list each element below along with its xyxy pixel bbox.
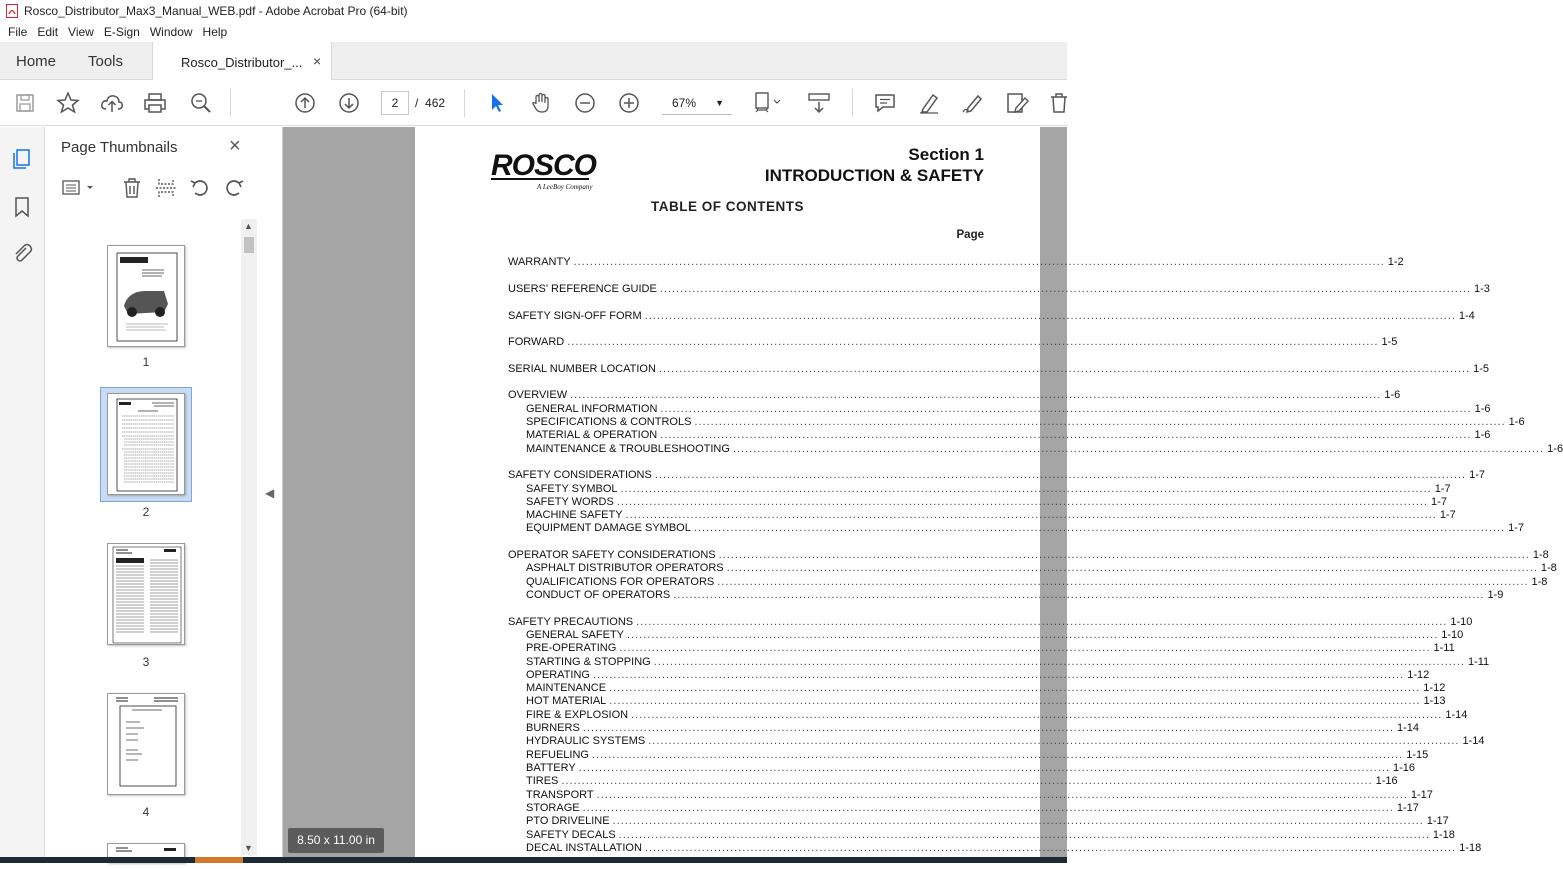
toc-entry[interactable] xyxy=(508,469,1485,483)
tab-home[interactable]: Home xyxy=(16,53,57,70)
toc-entry-label: HYDRAULIC SYSTEMS xyxy=(526,735,646,747)
page-size-badge: 8.50 x 11.00 in xyxy=(288,828,384,853)
toc-entry-page: 1-7 xyxy=(1508,522,1524,534)
zoom-level-value: 67% xyxy=(672,96,697,110)
thumbnail-toolbar xyxy=(45,175,283,205)
toc-entry[interactable] xyxy=(508,363,1490,377)
page-up-icon[interactable] xyxy=(292,90,318,116)
toc-entry-page: 1-17 xyxy=(1410,789,1433,801)
toc-entry-page: 1-12 xyxy=(1423,682,1446,694)
taskbar xyxy=(0,857,1067,863)
toc-entry-page: 1-7 xyxy=(1469,469,1485,481)
tab-bar xyxy=(0,42,1067,80)
toc-entry-page: 1-18 xyxy=(1432,829,1455,841)
tab-document[interactable] xyxy=(152,42,332,81)
toc-entry[interactable] xyxy=(526,722,1420,736)
toc-entry[interactable] xyxy=(508,336,1398,350)
acrobat-pdf-icon xyxy=(6,4,18,18)
toc-leader-dots: ........................................................................................................................................................................................................ xyxy=(578,762,1390,774)
toc-entry-label: TRANSPORT xyxy=(526,789,594,801)
toc-entry-label: FIRE & EXPLOSION xyxy=(526,709,629,721)
toc-entry[interactable] xyxy=(526,775,1398,789)
menu-bar xyxy=(0,22,1067,42)
toc-entry[interactable] xyxy=(526,815,1449,829)
toc-entry[interactable] xyxy=(526,429,1491,443)
total-pages: 462 xyxy=(425,96,446,110)
toc-leader-dots: ........................................................................................................................................................................................................ xyxy=(609,682,1421,694)
main-toolbar xyxy=(0,80,1067,126)
toc-entry-page: 1-10 xyxy=(1441,629,1464,641)
thumbnail-options-icon[interactable] xyxy=(61,175,99,201)
toc-leader-dots: ........................................................................................................................................................................................................ xyxy=(653,656,1465,668)
title-bar xyxy=(0,0,1067,22)
toc-entry-page: 1-6 xyxy=(1547,443,1563,455)
toc-entry-page: 1-15 xyxy=(1406,749,1429,761)
toc-leader-dots: ........................................................................................................................................................................................................ xyxy=(732,443,1545,455)
toc-leader-dots: ........................................................................................................................................................................................................ xyxy=(654,469,1467,481)
toc-entry-label: TIRES xyxy=(526,775,559,787)
left-navigation-rail xyxy=(0,127,45,863)
toc-entry[interactable] xyxy=(526,509,1456,523)
print-icon[interactable] xyxy=(142,90,168,116)
thumbnail-scrollbar[interactable] xyxy=(241,219,257,855)
toc-entry[interactable] xyxy=(526,829,1455,843)
toc-leader-dots: ........................................................................................................................................................................................................ xyxy=(693,522,1506,534)
page-thumbnails-panel xyxy=(45,127,283,863)
toc-entry[interactable] xyxy=(526,589,1504,603)
toc-entry[interactable] xyxy=(526,762,1415,776)
toc-entry[interactable] xyxy=(508,310,1475,324)
toc-leader-dots: ........................................................................................................................................................................................................ xyxy=(612,815,1424,827)
toc-entry-page: 1-14 xyxy=(1445,709,1468,721)
toc-entry-page: 1-7 xyxy=(1431,496,1447,508)
toc-entry[interactable] xyxy=(526,522,1524,536)
toolbar-separator xyxy=(230,89,231,117)
toc-entry-label: OPERATOR SAFETY CONSIDERATIONS xyxy=(508,549,716,561)
star-icon[interactable] xyxy=(55,90,81,116)
zoom-level-dropdown[interactable] xyxy=(662,91,732,115)
toc-entry-page: 1-16 xyxy=(1375,775,1398,787)
toc-entry[interactable] xyxy=(526,789,1433,803)
svg-text:ROSCO: ROSCO xyxy=(491,149,597,182)
toc-entry-label: BURNERS xyxy=(526,722,580,734)
toc-entry[interactable] xyxy=(508,616,1473,630)
toc-entry-label: OPERATING xyxy=(526,669,590,681)
menu-edit[interactable]: Edit xyxy=(37,25,59,39)
toc-entry-label: OVERVIEW xyxy=(508,389,568,401)
toc-entry-page: 1-6 xyxy=(1384,389,1401,401)
toc-entry-label: SAFETY WORDS xyxy=(526,496,614,508)
toc-leader-dots: ........................................................................................................................................................................................................ xyxy=(561,775,1373,787)
toc-entry-page: 1-16 xyxy=(1392,762,1415,774)
toc-entry-page: 1-5 xyxy=(1473,363,1490,375)
delete-page-icon[interactable] xyxy=(119,175,145,201)
toc-leader-dots: ........................................................................................................................................................................................................ xyxy=(620,483,1432,495)
toc-entry-page: 1-11 xyxy=(1467,656,1490,668)
toc-entry[interactable] xyxy=(526,656,1490,670)
toc-entry-label: CONDUCT OF OPERATORS xyxy=(526,589,671,601)
toc-entry-page: 1-4 xyxy=(1458,310,1475,322)
zoom-in-icon[interactable] xyxy=(616,90,642,116)
window-title: Rosco_Distributor_Max3_Manual_WEB.pdf - Adobe Acrobat Pro (64-bit) xyxy=(24,4,408,18)
toc-entry-label: SAFETY DECALS xyxy=(526,829,616,841)
toc-entry-label: SPECIFICATIONS & CONTROLS xyxy=(526,416,692,428)
toc-entry-label: STARTING & STOPPING xyxy=(526,656,651,668)
toc-leader-dots: ........................................................................................................................................................................................................ xyxy=(644,310,1456,322)
toc-entry-page: 1-14 xyxy=(1462,735,1485,747)
toc-entry-page: 1-7 xyxy=(1434,483,1451,495)
toc-leader-dots: ........................................................................................................................................................................................................ xyxy=(625,509,1437,521)
toc-entry-label: HOT MATERIAL xyxy=(526,695,607,707)
tab-tools[interactable]: Tools xyxy=(88,53,124,70)
toolbar-separator xyxy=(852,89,853,117)
toc-entry-page: 1-2 xyxy=(1387,256,1404,268)
toc-entry[interactable] xyxy=(526,842,1482,856)
toc-entry-label: MAINTENANCE xyxy=(526,682,607,694)
zoom-out-icon[interactable] xyxy=(572,90,598,116)
toc-leader-dots: ........................................................................................................................................................................................................ xyxy=(609,695,1421,707)
toc-entry-label: REFUELING xyxy=(526,749,589,761)
toc-leader-dots: ........................................................................................................................................................................................................ xyxy=(726,562,1538,574)
toc-entry[interactable] xyxy=(526,682,1446,696)
tab-document-label: Rosco_Distributor_... xyxy=(181,55,303,70)
toc-entry[interactable] xyxy=(526,749,1429,763)
toc-entry-page: 1-8 xyxy=(1532,549,1549,561)
menu-help[interactable]: Help xyxy=(202,25,228,39)
toc-entry-label: USERS' REFERENCE GUIDE xyxy=(508,283,657,295)
upload-icon[interactable] xyxy=(99,90,125,116)
toc-entry-label: MATERIAL & OPERATION xyxy=(526,429,658,441)
toc-entry[interactable] xyxy=(526,669,1430,683)
taskbar-active-app[interactable] xyxy=(195,857,243,863)
page-count xyxy=(415,96,445,110)
close-icon[interactable]: × xyxy=(229,135,241,157)
toc-leader-dots: ........................................................................................................................................................................................................ xyxy=(582,802,1394,814)
toc-entry-label: DECAL INSTALLATION xyxy=(526,842,642,854)
toc-leader-dots: ........................................................................................................................................................................................................ xyxy=(582,722,1395,734)
document-viewer[interactable] xyxy=(283,127,1563,863)
chevron-down-icon: ▼ xyxy=(715,98,724,108)
toc-entry[interactable] xyxy=(526,496,1447,510)
thumbnail-page-2[interactable] xyxy=(107,393,185,495)
toc-entry-label: SAFETY CONSIDERATIONS xyxy=(508,469,652,481)
section-number: Section 1 xyxy=(908,145,984,164)
toc-entry[interactable] xyxy=(526,483,1451,497)
toc-leader-dots: ........................................................................................................................................................................................................ xyxy=(694,416,1506,428)
toc-leader-dots: ........................................................................................................................................................................................................ xyxy=(659,283,1472,295)
toc-leader-dots: ........................................................................................................................................................................................................ xyxy=(648,735,1460,747)
page-thumbnails-icon[interactable] xyxy=(10,147,34,171)
toc-leader-dots: ........................................................................................................................................................................................................ xyxy=(631,709,1443,721)
toc-entry-page: 1-3 xyxy=(1474,283,1490,295)
toc-entry-page: 1-17 xyxy=(1396,802,1419,814)
toc-leader-dots: ........................................................................................................................................................................................................ xyxy=(573,256,1385,268)
toc-entry-label: MACHINE SAFETY xyxy=(526,509,623,521)
toc-entry[interactable] xyxy=(508,283,1490,297)
toc-entry[interactable] xyxy=(526,802,1419,816)
toc-entry[interactable] xyxy=(508,256,1404,270)
toc-entry-label: MAINTENANCE & TROUBLESHOOTING xyxy=(526,443,730,455)
toc-entry[interactable] xyxy=(508,389,1401,403)
toc-entry[interactable] xyxy=(526,403,1491,417)
rosco-logo xyxy=(489,145,597,191)
toc-entry-label: SAFETY SIGN-OFF FORM xyxy=(508,310,642,322)
attachment-icon[interactable] xyxy=(10,241,34,265)
menu-esign[interactable]: E-Sign xyxy=(103,25,140,39)
toc-entry-page: 1-10 xyxy=(1450,616,1473,628)
toc-leader-dots: ........................................................................................................................................................................................................ xyxy=(658,363,1471,375)
toc-leader-dots: ........................................................................................................................................................................................................ xyxy=(567,336,1379,348)
panel-title: Page Thumbnails xyxy=(61,139,178,156)
toc-entry-label: PTO DRIVELINE xyxy=(526,815,610,827)
toc-leader-dots: ........................................................................................................................................................................................................ xyxy=(592,669,1405,681)
toc-leader-dots: ........................................................................................................................................................................................................ xyxy=(660,403,1472,415)
toc-leader-dots: ........................................................................................................................................................................................................ xyxy=(644,842,1457,854)
toc-entry[interactable] xyxy=(526,576,1548,590)
toc-entry[interactable] xyxy=(526,562,1557,576)
toc-entry-page: 1-5 xyxy=(1381,336,1398,348)
toc-entry-label: STORAGE xyxy=(526,802,580,814)
delete-icon[interactable] xyxy=(1046,90,1072,116)
current-page-input[interactable]: 2 xyxy=(381,91,409,115)
toc-entry[interactable] xyxy=(526,416,1525,430)
page-separator: / xyxy=(415,96,419,110)
menu-view[interactable]: View xyxy=(68,25,94,39)
thumbnail-label: 3 xyxy=(142,655,150,669)
page-column-header: Page xyxy=(956,229,984,241)
toc-entry-page: 1-6 xyxy=(1474,429,1491,441)
toc-entry-page: 1-6 xyxy=(1474,403,1491,415)
toc-leader-dots: ........................................................................................................................................................................................................ xyxy=(591,749,1404,761)
toc-entry-page: 1-13 xyxy=(1423,695,1446,707)
zoom-search-icon[interactable] xyxy=(188,90,214,116)
toc-entry-page: 1-18 xyxy=(1459,842,1482,854)
thumbnail-label: 2 xyxy=(142,505,150,519)
toc-entry-label: ASPHALT DISTRIBUTOR OPERATORS xyxy=(526,562,724,574)
thumbnail-page-4[interactable] xyxy=(107,693,185,795)
toc-leader-dots: ........................................................................................................................................................................................................ xyxy=(717,576,1529,588)
bookmark-icon[interactable] xyxy=(10,195,34,219)
toc-leader-dots: ........................................................................................................................................................................................................ xyxy=(619,642,1431,654)
thumbnail-label: 1 xyxy=(142,355,150,369)
toc-entry-page: 1-11 xyxy=(1433,642,1455,654)
scroll-mode-icon[interactable] xyxy=(806,90,832,116)
collapse-panel-icon[interactable]: ◀ xyxy=(265,486,275,500)
toc-entry[interactable] xyxy=(526,709,1468,723)
toc-entry-page: 1-14 xyxy=(1397,722,1420,734)
toc-entry-page: 1-8 xyxy=(1531,576,1548,588)
toc-leader-dots: ........................................................................................................................................................................................................ xyxy=(618,829,1430,841)
toc-entry[interactable] xyxy=(526,735,1485,749)
toc-entry-page: 1-8 xyxy=(1540,562,1557,574)
section-title: INTRODUCTION & SAFETY xyxy=(764,166,984,185)
extract-page-icon[interactable] xyxy=(153,175,179,201)
toc-entry-label: QUALIFICATIONS FOR OPERATORS xyxy=(526,576,715,588)
rotate-right-icon[interactable] xyxy=(221,175,247,201)
edit-pdf-icon[interactable] xyxy=(1004,90,1030,116)
scroll-up-icon[interactable]: ▲ xyxy=(244,221,253,231)
tab-close-icon[interactable]: × xyxy=(313,53,322,69)
hand-icon[interactable] xyxy=(528,90,554,116)
toc-leader-dots: ........................................................................................................................................................................................................ xyxy=(616,496,1429,508)
toc-leader-dots: ........................................................................................................................................................................................................ xyxy=(636,616,1448,628)
scrollbar-thumb[interactable] xyxy=(244,237,254,253)
rotate-left-icon[interactable] xyxy=(187,175,213,201)
toc-entry-label: FORWARD xyxy=(508,336,565,348)
thumbnail-label: 4 xyxy=(142,805,150,819)
toc-leader-dots: ........................................................................................................................................................................................................ xyxy=(673,589,1485,601)
toc-leader-dots: ........................................................................................................................................................................................................ xyxy=(660,429,1472,441)
thumbnail-page-1[interactable] xyxy=(107,245,185,347)
menu-window[interactable]: Window xyxy=(149,25,193,39)
toc-entry[interactable] xyxy=(526,642,1455,656)
sign-icon[interactable] xyxy=(960,90,986,116)
toc-entry[interactable] xyxy=(508,549,1549,563)
toc-entry-page: 1-6 xyxy=(1508,416,1525,428)
toc-entry-label: GENERAL SAFETY xyxy=(526,629,625,641)
scroll-down-icon[interactable]: ▼ xyxy=(244,843,253,853)
highlight-icon[interactable] xyxy=(916,90,942,116)
toc-entry-page: 1-12 xyxy=(1407,669,1430,681)
toc-entry-label: EQUIPMENT DAMAGE SYMBOL xyxy=(526,522,691,534)
thumbnail-page-3[interactable] xyxy=(107,543,185,645)
toc-leader-dots: ........................................................................................................................................................................................................ xyxy=(627,629,1439,641)
toc-entry-label: SAFETY PRECAUTIONS xyxy=(508,616,634,628)
toc-leader-dots: ........................................................................................................................................................................................................ xyxy=(596,789,1408,801)
toc-entry-page: 1-9 xyxy=(1487,589,1504,601)
toc-entry-label: SAFETY SYMBOL xyxy=(526,483,618,495)
toc-entry-label: SERIAL NUMBER LOCATION xyxy=(508,363,656,375)
pdf-page xyxy=(415,127,1563,863)
toc-entry-label: GENERAL INFORMATION xyxy=(526,403,658,415)
toc-entry-page: 1-7 xyxy=(1439,509,1456,521)
toc-entry-label: PRE-OPERATING xyxy=(526,642,617,654)
toc-entry-page: 1-17 xyxy=(1426,815,1449,827)
toc-entry[interactable] xyxy=(526,443,1563,457)
fit-page-icon[interactable] xyxy=(752,90,778,116)
toc-entry-label: BATTERY xyxy=(526,762,576,774)
toc-leader-dots: ........................................................................................................................................................................................................ xyxy=(718,549,1530,561)
toolbar-separator xyxy=(464,89,465,117)
comment-icon[interactable] xyxy=(872,90,898,116)
toc-entry[interactable] xyxy=(526,629,1464,643)
page-down-icon[interactable] xyxy=(336,90,362,116)
save-icon[interactable] xyxy=(12,90,38,116)
svg-text:A LeeBoy Company: A LeeBoy Company xyxy=(537,183,593,191)
toc-leader-dots: ........................................................................................................................................................................................................ xyxy=(570,389,1382,401)
toc-title: TABLE OF CONTENTS xyxy=(651,199,804,214)
toc-entry-label: WARRANTY xyxy=(508,256,571,268)
menu-file[interactable]: File xyxy=(8,25,28,39)
toc-entry[interactable] xyxy=(526,695,1446,709)
select-cursor-icon[interactable] xyxy=(484,90,510,116)
